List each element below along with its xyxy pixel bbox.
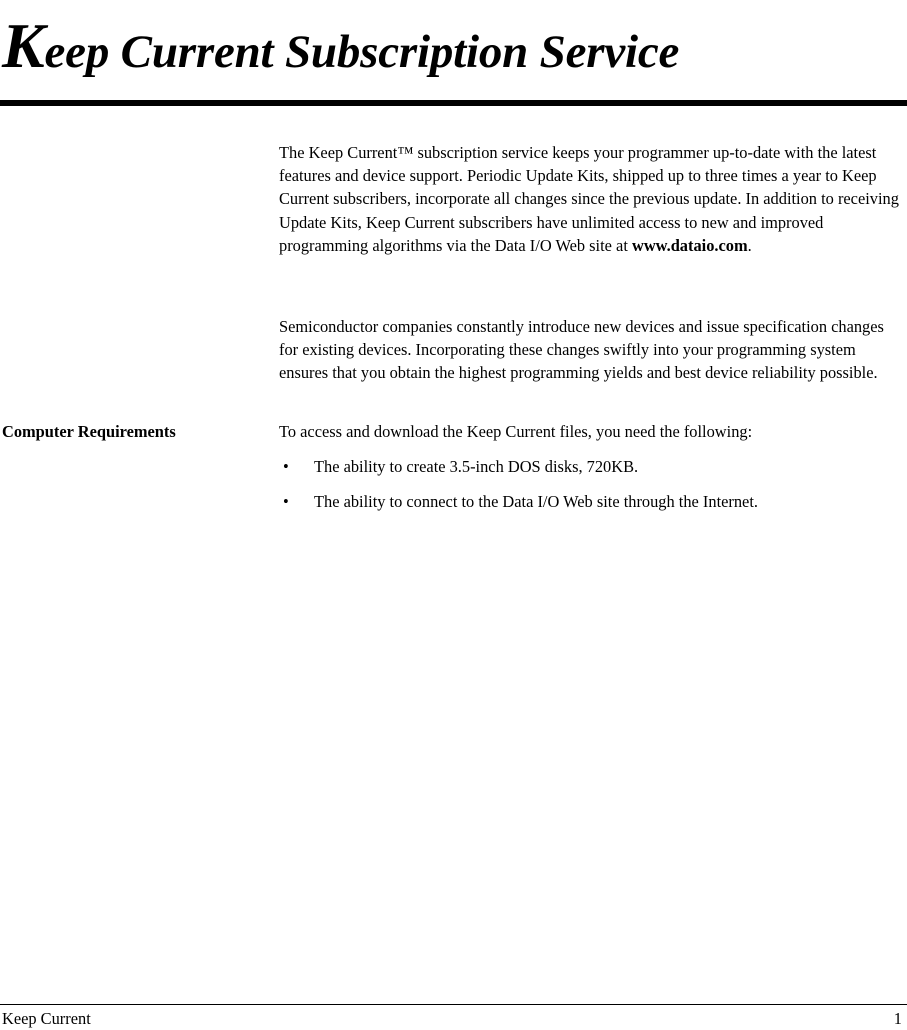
dataio-web-link[interactable]: www.dataio.com <box>631 235 748 255</box>
list-item-text: The ability to connect to the Data I/O Web site through the Internet. <box>314 491 758 511</box>
list-item-text: The ability to create 3.5-inch DOS disks, 720KB. <box>314 457 639 476</box>
intro-paragraph <box>279 141 905 257</box>
semiconductor-paragraph: Semiconductor companies constantly introduce new devices and issue specification changes for existing devices. Incorporating these changes swiftly into your programming system ensures that you obtain the highest programming yields and best device reliability possible. <box>279 317 884 383</box>
title-rule <box>0 100 907 106</box>
list-item <box>279 455 905 478</box>
bullet-icon: • <box>283 491 289 511</box>
footer-rule <box>0 1004 907 1005</box>
intro-url-suffix: . <box>747 235 752 255</box>
title-initial: K <box>2 10 45 81</box>
bullet-icon: • <box>283 457 289 476</box>
footer-section-name: Keep Current <box>2 1009 91 1028</box>
page-number: 1 <box>893 1009 902 1028</box>
title-rest: eep Current Subscription Service <box>44 26 680 78</box>
computer-requirements-heading: Computer Requirements <box>2 422 176 441</box>
page-title <box>2 8 679 90</box>
requirements-list <box>279 455 905 524</box>
requirements-lead: To access and download the Keep Current files, you need the following: <box>279 422 753 441</box>
intro-text: The Keep Current™ subscription service keeps your programmer up-to-date with the latest features and device support. Periodic Update Kits, shipped up to three times a year to Keep Current subscribers, incorporate all changes since the previous update. In addition to receiving Update Kits, Keep Current subscribers have unlimited access to new and improved programming algorithms via the Data I/O Web site at <box>279 143 899 255</box>
list-item <box>279 490 905 513</box>
